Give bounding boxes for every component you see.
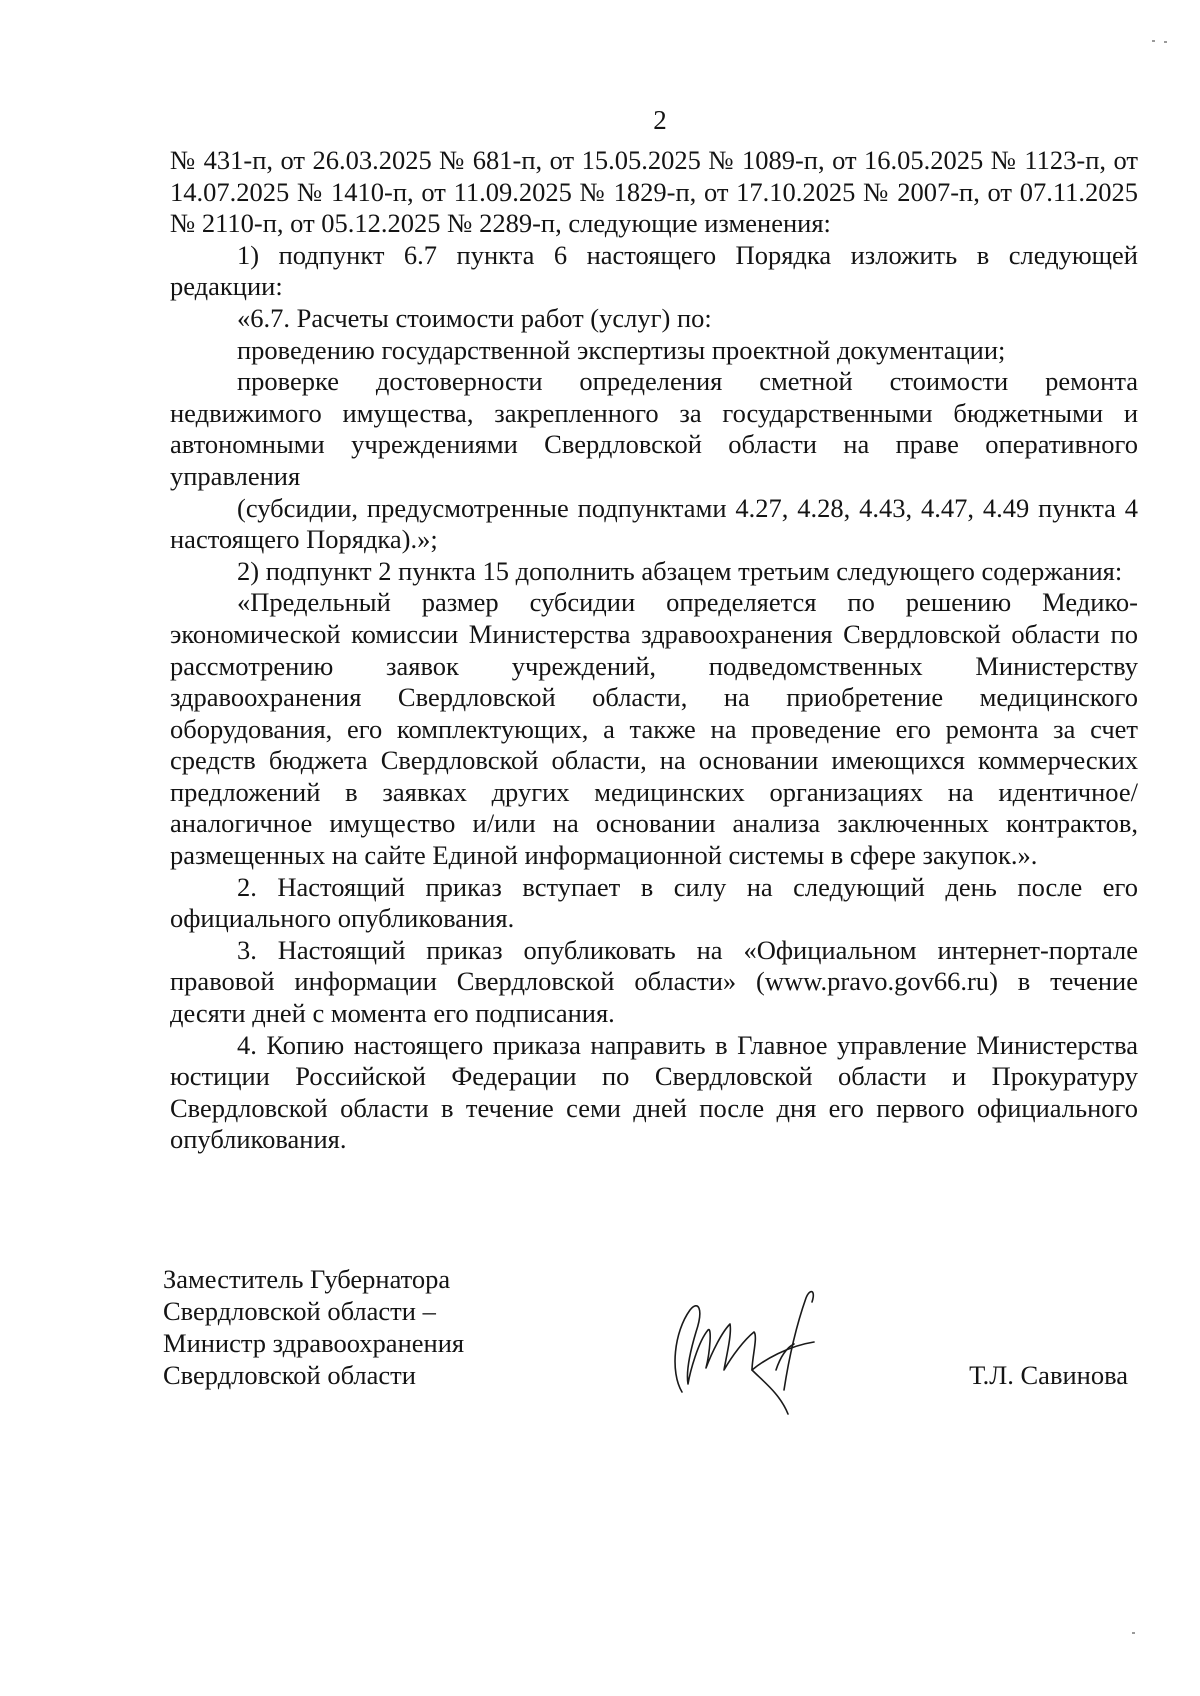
paragraph-6-7-subsidies: (субсидии, предусмотренные подпунктами 4.27, 4.28, 4.43, 4.47, 4.49 пункта 4 настоящего Порядка).»; [170,492,1138,555]
scan-speck [1132,1632,1135,1634]
position-line: Свердловской области – [163,1296,436,1326]
paragraph-point-2: 2. Настоящий приказ вступает в силу на следующий день после его официального опубликования. [170,871,1138,934]
paragraph-point-4: 4. Копию настоящего приказа направить в Главное управление Министерства юстиции Российской Федерации по Свердловской области и Прокуратуру Свердловской области в течение семи дней после дня его первого официального опубликования. [170,1029,1138,1155]
paragraph-point-3: 3. Настоящий приказ опубликовать на «Официальном интернет-портале правовой информации Свердловской области» (www.pravo.gov66.ru) в течение десяти дней с момента его подписания. [170,934,1138,1029]
paragraph-amendment-list: № 431-п, от 26.03.2025 № 681-п, от 15.05.2025 № 1089-п, от 16.05.2025 № 1123-п, от 14.07.2025 № 1410-п, от 11.09.2025 № 1829-п, от 17.10.2025 № 2007-п, от 07.11.2025 № 2110-п, от 05.12.2025 № 2289-п, следующие изменения: [170,145,1138,239]
paragraph-6-7-heading: «6.7. Расчеты стоимости работ (услуг) по: [237,302,712,333]
signer-name: Т.Л. Савинова [969,1360,1128,1390]
scan-speck [1164,41,1167,43]
position-line: Свердловской области [163,1360,416,1390]
paragraph-item-1: 1) подпункт 6.7 пункта 6 настоящего Порядка изложить в следующей редакции: [170,239,1138,302]
scan-speck [1152,40,1155,42]
page-number: 2 [653,105,667,135]
document-body [170,145,1138,1156]
handwritten-signature [660,1272,840,1422]
position-line: Министр здравоохранения [163,1328,465,1358]
signatory-position [163,1263,464,1391]
paragraph-6-7-expertise: проведению государственной экспертизы проектной документации; [237,334,1006,365]
paragraph-6-7-verification: проверке достоверности определения сметной стоимости ремонта недвижимого имущества, закрепленного за государственными бюджетными и автономными учреждениями Свердловской области на праве оперативного управления [170,366,1138,491]
paragraph-item-2: 2) подпункт 2 пункта 15 дополнить абзацем третьим следующего содержания: [237,555,1123,586]
paragraph-subsidy-limit: «Предельный размер субсидии определяется по решению Медико-экономической комиссии Министерства здравоохранения Свердловской области по рассмотрению заявок учреждений, подведомственных Министерству здравоохранения Свердловской области, на приобретение медицинского оборудования, его комплектующих, а также на проведение его ремонта за счет средств бюджета Свердловской области, на основании имеющихся коммерческих предложений в заявках других медицинских организациях на идентичное/аналогичное имущество и/или на основании анализа заключенных контрактов, размещенных на сайте Единой информационной системы в сфере закупок.». [170,587,1138,871]
position-line: Заместитель Губернатора [163,1264,451,1294]
